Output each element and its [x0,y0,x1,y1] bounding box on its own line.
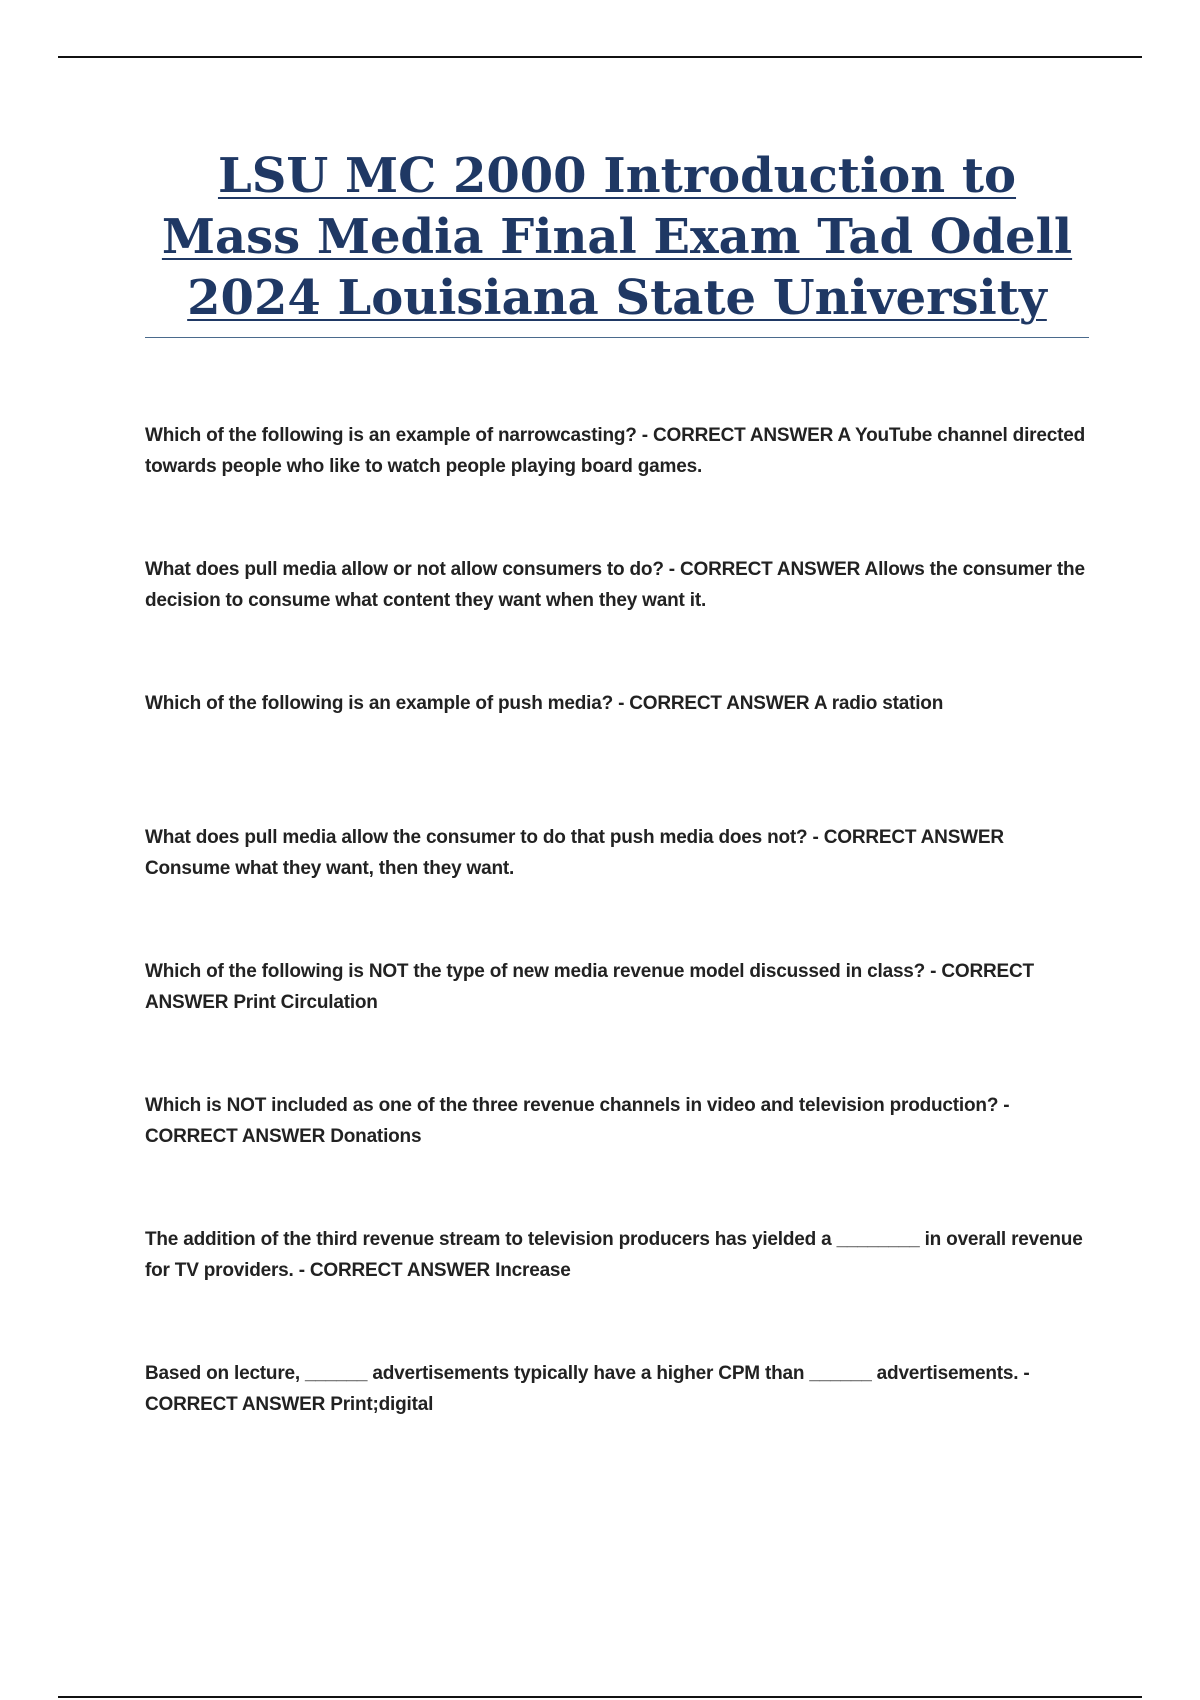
qa-item-2: What does pull media allow or not allow consumers to do? - CORRECT ANSWER Allows the consumer the decision to consume what content they want when they want it. [145,559,1085,611]
page-top-rule [58,56,1142,58]
qa-item-5: Which of the following is NOT the type of new media revenue model discussed in class? - CORRECT ANSWER Print Circulation [145,961,1034,1013]
page-bottom-rule [58,1696,1142,1698]
qa-item-4: What does pull media allow the consumer to do that push media does not? - CORRECT ANSWER Consume what they want, then they want. [145,827,1004,879]
qa-item-3: Which of the following is an example of push media? - CORRECT ANSWER A radio station [145,693,944,714]
qa-item-8: Based on lecture, ______ advertisements typically have a higher CPM than ______ advertisements. - CORRECT ANSWER Print;digital [145,1363,1030,1415]
qa-item-1: Which of the following is an example of narrowcasting? - CORRECT ANSWER A YouTube channel directed towards people who like to watch people playing board games. [145,425,1085,477]
qa-list [145,420,1085,1492]
document-title: LSU MC 2000 Introduction to Mass Media Final Exam Tad Odell 2024 Louisiana State University [161,148,1073,326]
title-block [145,146,1089,329]
qa-item-7: The addition of the third revenue stream to television producers has yielded a ________ in overall revenue for TV providers. - CORRECT ANSWER Increase [145,1229,1083,1281]
qa-item-6: Which is NOT included as one of the three revenue channels in video and television production? - CORRECT ANSWER Donations [145,1095,1010,1147]
title-divider [145,337,1089,338]
